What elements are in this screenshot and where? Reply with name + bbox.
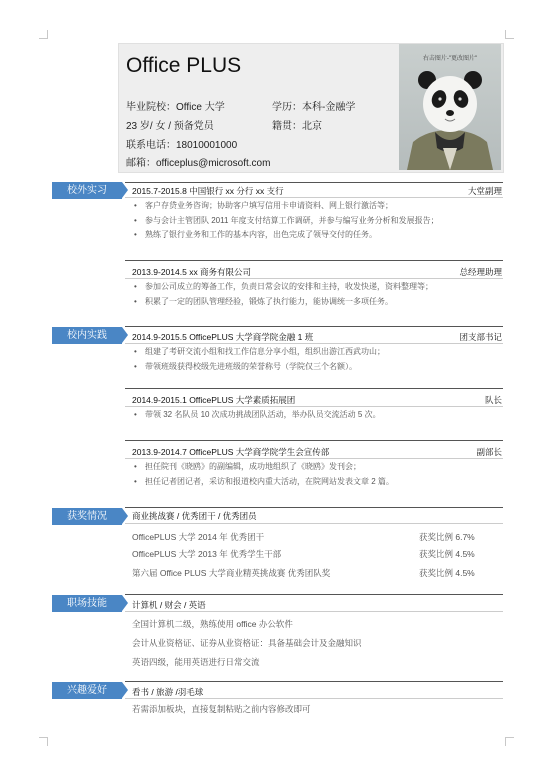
info-age: 23 岁/ 女 / 预备党员 <box>126 121 214 132</box>
info-school: 毕业院校：Office 大学 <box>126 102 225 113</box>
info-email: 邮箱：officeplus@microsoft.com <box>126 158 271 169</box>
hobbies-note: 若需添加板块，直接复制粘贴之前内容修改即可 <box>132 704 311 714</box>
award-ratio: 获奖比例 6.7% <box>419 532 475 542</box>
list-item: • 担任记者团记者，采访和报道校内重大活动，在院网站发表文章 2 篇。 <box>132 475 502 490</box>
crop-mark <box>39 737 48 746</box>
entry-underline <box>125 406 503 407</box>
award-name: 第六届 Office PLUS 大学商业精英挑战赛 优秀团队奖 <box>132 568 331 578</box>
section-divider <box>125 594 503 595</box>
hobbies-subhead: 看书 / 旅游 /羽毛球 <box>132 687 204 697</box>
award-ratio: 获奖比例 4.5% <box>419 568 475 578</box>
awards-subhead: 商业挑战赛 / 优秀团干 / 优秀团员 <box>132 511 257 521</box>
entry-title: 2013.9-2014.5 xx 商务有限公司 <box>132 267 252 277</box>
entry-underline <box>125 343 503 344</box>
list-item: • 熟练了银行业务和工作的基本内容，出色完成了领导交付的任务。 <box>132 228 502 243</box>
entry-role: 大堂副理 <box>467 186 502 196</box>
info-hometown: 籍贯：北京 <box>272 121 322 132</box>
list-item: • 参加公司成立的筹备工作，负责日常会议的安排和主持，收发快递，资料整理等； <box>132 280 502 295</box>
list-item: • 组建了考研交流小组和找工作信息分享小组，组织出游江西武功山； <box>132 345 502 360</box>
profile-photo[interactable] <box>399 44 501 170</box>
crop-mark <box>505 30 514 39</box>
photo-caption: 右击图片-"更改图片" <box>422 56 478 62</box>
section-divider <box>125 507 503 508</box>
entry-header <box>132 185 502 197</box>
entry-header <box>132 446 502 458</box>
section-divider <box>125 326 503 327</box>
entry-role: 总经理助理 <box>459 267 502 277</box>
award-name: OfficePLUS 大学 2013 年 优秀学生干部 <box>132 549 282 559</box>
entry-title: 2014.9-2015.1 OfficePLUS 大学素质拓展团 <box>132 395 296 405</box>
list-item: • 担任院刊《晓鸥》的副编辑，成功地组织了《晓鸥》发刊会； <box>132 460 502 475</box>
resume-name: Office PLUS <box>126 54 242 77</box>
section-tag-skills: 职场技能 <box>52 595 122 612</box>
entry-divider <box>125 388 503 389</box>
award-row <box>132 548 482 560</box>
crop-mark <box>39 30 48 39</box>
entry-role: 副部长 <box>476 447 502 457</box>
crop-mark <box>505 737 514 746</box>
entry-header <box>132 394 502 406</box>
entry-header <box>132 266 502 278</box>
bullet-list <box>132 460 502 489</box>
entry-title: 2014.9-2015.5 OfficePLUS 大学商学院金融 1 班 <box>132 332 314 342</box>
entry-underline <box>125 278 503 279</box>
skill-line: 全国计算机二级，熟练使用 office 办公软件 <box>132 619 293 629</box>
entry-divider <box>125 440 503 441</box>
entry-role: 队长 <box>484 395 502 405</box>
subhead-underline <box>125 523 503 524</box>
bullet-list <box>132 199 502 243</box>
bullet-list <box>132 280 502 309</box>
section-divider <box>125 681 503 682</box>
entry-role: 团支部书记 <box>459 332 502 342</box>
entry-underline <box>125 197 503 198</box>
info-phone: 联系电话：18010001000 <box>126 140 238 151</box>
skill-line: 会计从业资格证、证券从业资格证：具备基础会计及金融知识 <box>132 638 362 648</box>
section-tag-awards: 获奖情况 <box>52 508 122 525</box>
panda-portrait-icon <box>399 44 501 170</box>
list-item: • 参与会计主管团队 2011 年度支付结算工作调研，并参与编写业务分析和发展报告； <box>132 214 502 229</box>
entry-header <box>132 331 502 343</box>
award-row <box>132 531 482 543</box>
bullet-list <box>132 345 502 374</box>
award-ratio: 获奖比例 4.5% <box>419 549 475 559</box>
subhead-underline <box>125 698 503 699</box>
section-tag-hobbies: 兴趣爱好 <box>52 682 122 699</box>
bullet-list <box>132 408 502 423</box>
subhead-underline <box>125 611 503 612</box>
section-tag-campus: 校内实践 <box>52 327 122 344</box>
entry-title: 2015.7-2015.8 中国银行 xx 分行 xx 支行 <box>132 186 284 196</box>
entry-divider <box>125 260 503 261</box>
section-tag-internship: 校外实习 <box>52 182 122 199</box>
list-item: • 带领 32 名队员 10 次成功挑战团队活动，举办队员交流活动 5 次。 <box>132 408 502 423</box>
list-item: • 客户存贷业务咨询；协助客户填写信用卡申请资料、网上银行激活等； <box>132 199 502 214</box>
info-education: 学历：本科-金融学 <box>272 102 356 113</box>
skills-subhead: 计算机 / 财会 / 英语 <box>132 600 206 610</box>
section-divider <box>125 182 503 183</box>
award-row <box>132 567 482 579</box>
award-name: OfficePLUS 大学 2014 年 优秀团干 <box>132 532 265 542</box>
entry-underline <box>125 458 503 459</box>
list-item: • 带领班级获得校级先进班级的荣誉称号（学院仅三个名额）。 <box>132 360 502 375</box>
entry-title: 2013.9-2014.7 OfficePLUS 大学商学院学生会宣传部 <box>132 447 330 457</box>
list-item: • 积累了一定的团队管理经验，锻炼了执行能力，能协调统一多项任务。 <box>132 295 502 310</box>
skill-line: 英语四级，能用英语进行日常交流 <box>132 657 260 667</box>
